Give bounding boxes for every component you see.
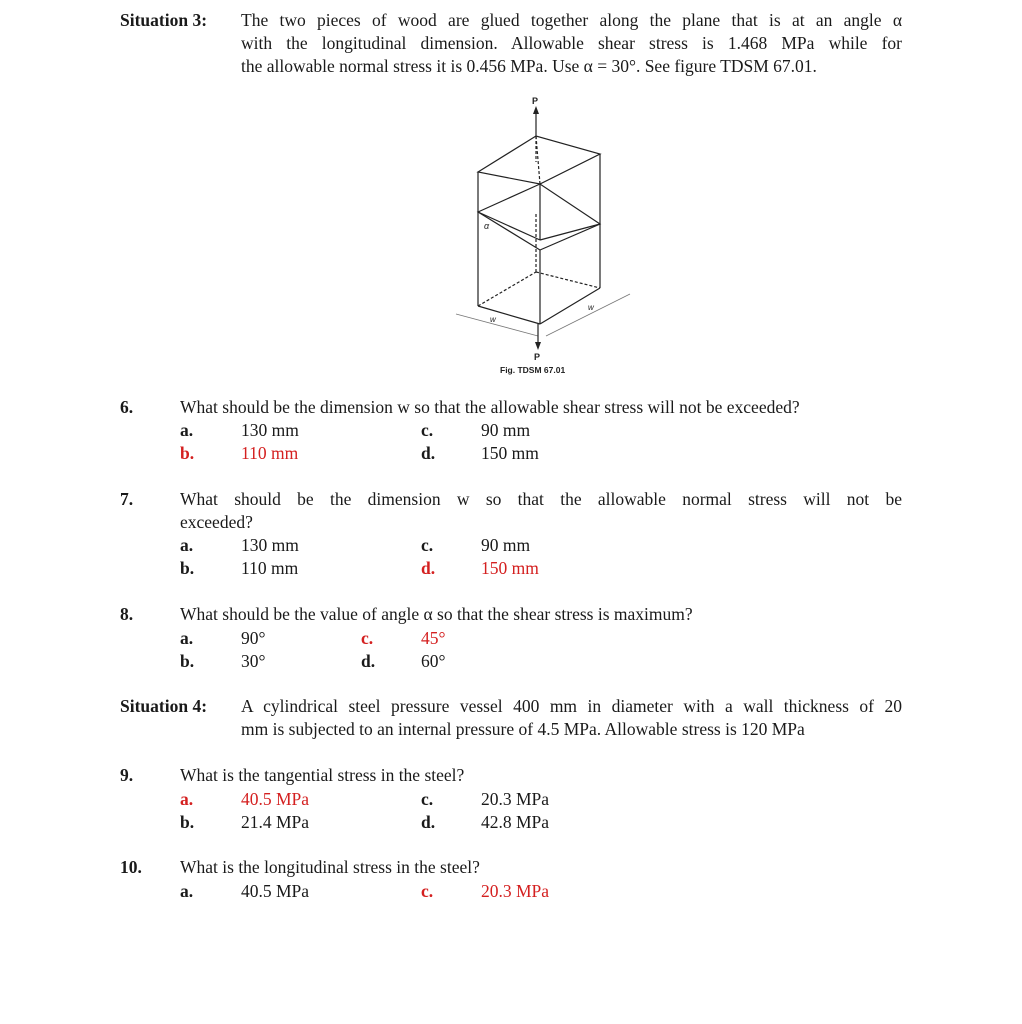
load-label-bottom: P xyxy=(534,352,541,362)
q9-option-a-text: 40.5 MPa xyxy=(241,789,310,809)
q8-option-b-letter: b. xyxy=(180,651,195,671)
question-6-number: 6. xyxy=(120,397,134,417)
question-7-number: 7. xyxy=(120,489,134,509)
question-10-text: What is the longitudinal stress in the steel? xyxy=(180,857,480,877)
q9-option-a-letter: a. xyxy=(180,789,194,809)
q6-option-b-text: 110 mm xyxy=(241,443,299,463)
q9-option-b-letter: b. xyxy=(180,812,195,832)
question-10-number: 10. xyxy=(120,857,142,877)
bottom-load-arrowhead xyxy=(535,342,541,350)
q8-option-c-letter: c. xyxy=(361,628,374,648)
wood-block-figure xyxy=(440,92,640,377)
q7-option-a-text: 130 mm xyxy=(241,535,299,555)
situation-3-line-3: the allowable normal stress it is 0.456 MPa. Use α = 30°. See figure TDSM 67.01. xyxy=(241,56,817,76)
q8-option-b-text: 30° xyxy=(241,651,266,671)
q6-option-a-letter: a. xyxy=(180,420,194,440)
q9-option-c-letter: c. xyxy=(421,789,434,809)
q6-option-d-letter: d. xyxy=(421,443,436,463)
q6-option-c-letter: c. xyxy=(421,420,434,440)
q8-option-a-text: 90° xyxy=(241,628,266,648)
q8-option-d-letter: d. xyxy=(361,651,376,671)
q8-option-d-text: 60° xyxy=(421,651,446,671)
dimension-label-right: w xyxy=(588,303,594,312)
top-load-arrowhead xyxy=(533,106,539,114)
question-9-text: What is the tangential stress in the steel? xyxy=(180,765,465,785)
situation-4-label: Situation 4: xyxy=(120,696,208,716)
angle-label: α xyxy=(484,221,490,231)
load-label-top: P xyxy=(532,96,539,106)
q10-option-c-text: 20.3 MPa xyxy=(481,881,550,901)
question-8-number: 8. xyxy=(120,604,134,624)
q10-option-a-letter: a. xyxy=(180,881,194,901)
q7-option-c-text: 90 mm xyxy=(481,535,531,555)
question-8-text: What should be the value of angle α so that the shear stress is maximum? xyxy=(180,604,693,624)
q9-option-d-text: 42.8 MPa xyxy=(481,812,550,832)
figure-caption: Fig. TDSM 67.01 xyxy=(500,365,566,375)
q7-option-b-text: 110 mm xyxy=(241,558,299,578)
situation-3-line-2: with the longitudinal dimension. Allowable shear stress is 1.468 MPa while for xyxy=(241,33,902,53)
q6-option-c-text: 90 mm xyxy=(481,420,531,440)
q10-option-a-text: 40.5 MPa xyxy=(241,881,310,901)
q8-option-c-text: 45° xyxy=(421,628,446,648)
situation-3-label: Situation 3: xyxy=(120,10,208,30)
q6-option-d-text: 150 mm xyxy=(481,443,539,463)
question-9-number: 9. xyxy=(120,765,134,785)
q7-option-b-letter: b. xyxy=(180,558,195,578)
q7-option-c-letter: c. xyxy=(421,535,434,555)
q10-option-c-letter: c. xyxy=(421,881,434,901)
q7-option-a-letter: a. xyxy=(180,535,194,555)
q8-option-a-letter: a. xyxy=(180,628,194,648)
q6-option-a-text: 130 mm xyxy=(241,420,299,440)
q7-option-d-text: 150 mm xyxy=(481,558,539,578)
situation-4-line-1: A cylindrical steel pressure vessel 400 mm in diameter with a wall thickness of 20 xyxy=(241,696,902,716)
situation-3-line-1: The two pieces of wood are glued together along the plane that is at an angle α xyxy=(241,10,902,30)
question-7-text-line-2: exceeded? xyxy=(180,512,253,532)
situation-4-line-2: mm is subjected to an internal pressure of 4.5 MPa. Allowable stress is 120 MPa xyxy=(241,719,805,739)
q9-option-c-text: 20.3 MPa xyxy=(481,789,550,809)
question-6-text: What should be the dimension w so that the allowable shear stress will not be exceeded? xyxy=(180,397,800,417)
q9-option-b-text: 21.4 MPa xyxy=(241,812,310,832)
q6-option-b-letter: b. xyxy=(180,443,195,463)
question-7-text-line-1: What should be the dimension w so that the allowable normal stress will not be xyxy=(180,489,902,509)
q9-option-d-letter: d. xyxy=(421,812,436,832)
q7-option-d-letter: d. xyxy=(421,558,436,578)
dimension-label-left: w xyxy=(490,315,496,324)
